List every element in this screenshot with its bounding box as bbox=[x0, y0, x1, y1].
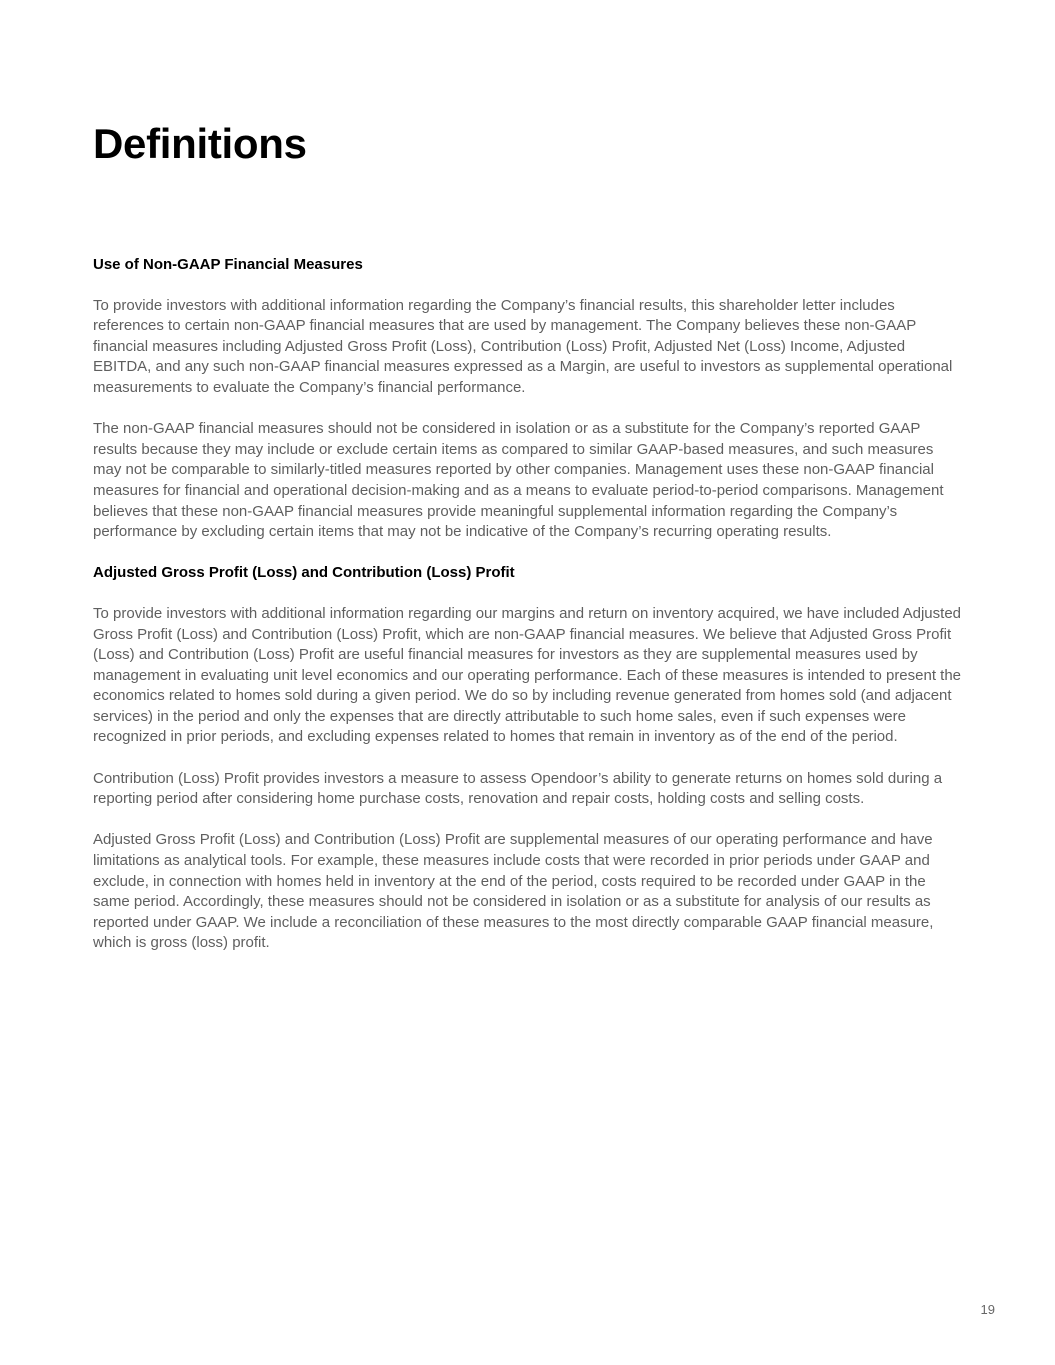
paragraph-non-gaap-limitations: The non-GAAP financial measures should not be considered in isolation or as a substitute for the Company’s reported GAAP results because they may include or exclude certain items as compared to similar GAAP-based measures, and such measures may not be comparable to similarly-titled measures reported by other companies. Management uses these non-GAAP financial measures for financial and operational decision-making and as a means to evaluate period-to-period comparisons. Management believes that these non-GAAP financial measures provide meaningful supplemental information regarding the Company’s performance by excluding certain items that may not be indicative of the Company’s recurring operating results. bbox=[93, 420, 944, 541]
paragraph-non-gaap-intro: To provide investors with additional information regarding the Company’s financial results, this shareholder letter includes references to certain non-GAAP financial measures that are used by management. The Company believes these non-GAAP financial measures including Adjusted Gross Profit (Loss), Contribution (Loss) Profit, Adjusted Net (Loss) Income, Adjusted EBITDA, and any such non-GAAP financial measures expressed as a Margin, are useful to investors as supplemental operational measurements to evaluate the Company’s financial performance. bbox=[93, 296, 953, 396]
document-body bbox=[93, 255, 965, 975]
section-heading-adjusted-gross-profit: Adjusted Gross Profit (Loss) and Contribution (Loss) Profit bbox=[93, 564, 515, 582]
paragraph-contribution-profit: Contribution (Loss) Profit provides investors a measure to assess Opendoor’s ability to generate returns on homes sold during a reporting period after considering home purchase costs, renovation and repair costs, holding costs and selling costs. bbox=[93, 769, 943, 808]
paragraph-measures-limitations: Adjusted Gross Profit (Loss) and Contribution (Loss) Profit are supplemental measures of our operating performance and have limitations as analytical tools. For example, these measures include costs that were recorded in prior periods under GAAP and exclude, in connection with homes held in inventory at the end of the period, costs required to be recorded under GAAP in the same period. Accordingly, these measures should not be considered in isolation or as a substitute for analysis of our results as reported under GAAP. We include a reconciliation of these measures to the most directly comparable GAAP financial measure, which is gross (loss) profit. bbox=[93, 831, 934, 952]
section-heading-non-gaap: Use of Non-GAAP Financial Measures bbox=[93, 256, 363, 273]
paragraph-adjusted-gross-profit-intro: To provide investors with additional information regarding our margins and return on inventory acquired, we have included Adjusted Gross Profit (Loss) and Contribution (Loss) Profit, which are non-GAAP financial measures. We believe that Adjusted Gross Profit (Loss) and Contribution (Loss) Profit are useful financial measures for investors as they are supplemental measures used by management in evaluating unit level economics and our operating performance. Each of these measures is intended to present the economics related to homes sold during a given period. We do so by including revenue generated from homes sold (and adjacent services) in the period and only the expenses that are directly attributable to such home sales, even if such expenses were recognized in prior periods, and excluding expenses related to homes that remain in inventory as of the end of the period. bbox=[93, 604, 962, 746]
page-number: 19 bbox=[980, 1302, 995, 1317]
page-title: Definitions bbox=[93, 120, 307, 167]
